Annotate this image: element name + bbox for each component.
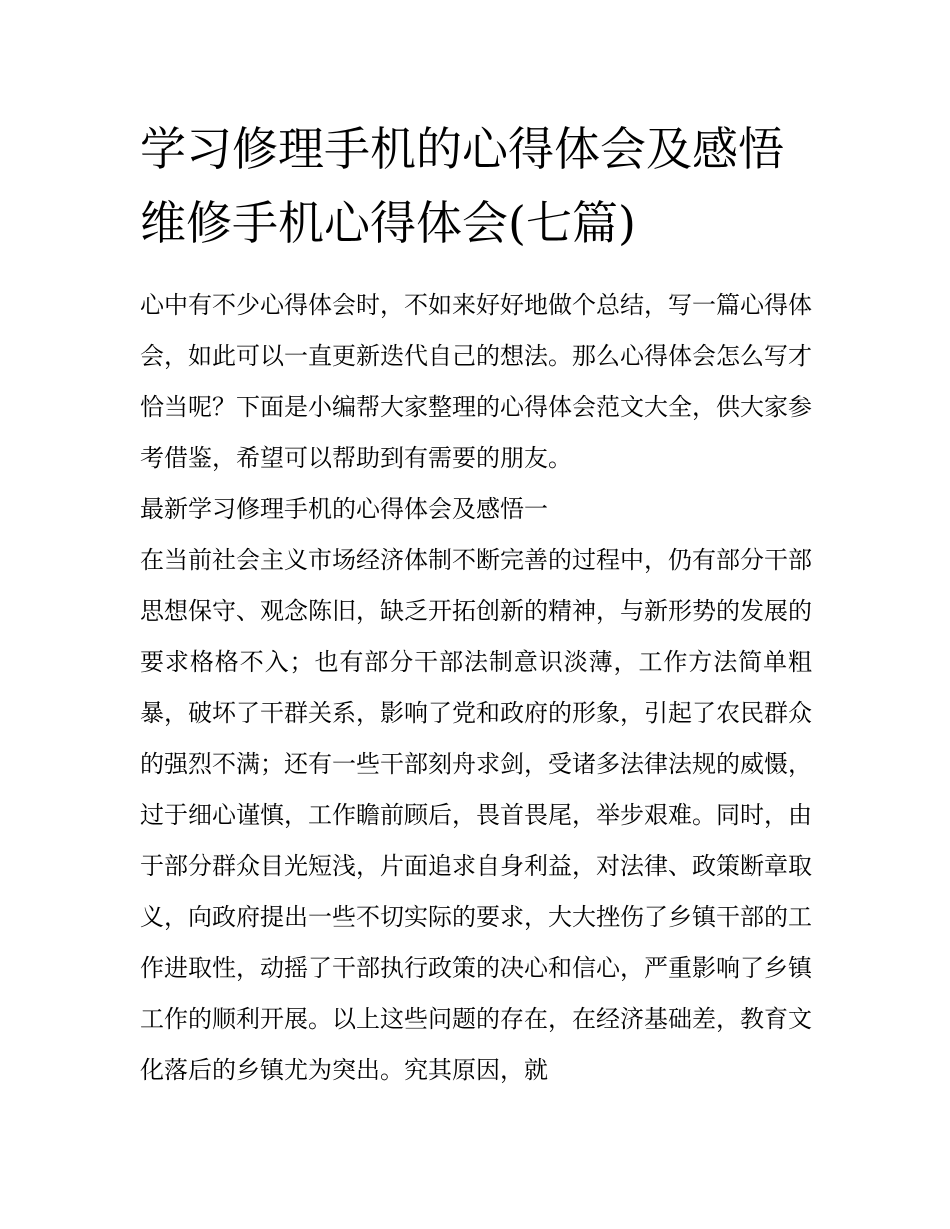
document-body	[140, 280, 812, 1096]
document-page	[140, 112, 812, 1096]
document-title: 学习修理手机的心得体会及感悟 维修手机心得体会(七篇)	[140, 122, 784, 250]
section-paragraph: 在当前社会主义市场经济体制不断完善的过程中，仍有部分干部思想保守、观念陈旧，缺乏开拓创新的精神，与新形势的发展的要求格格不入；也有部分干部法制意识淡薄，工作方法简单粗暴，破坏了干群关系，影响了党和政府的形象，引起了农民群众的强烈不满；还有一些干部刻舟求剑，受诸多法律法规的威慑，过于细心谨慎，工作瞻前顾后，畏首畏尾，举步艰难。同时，由于部分群众目光短浅，片面追求自身利益，对法律、政策断章取义，向政府提出一些不切实际的要求，大大挫伤了乡镇干部的工作进取性，动摇了干部执行政策的决心和信心，严重影响了乡镇工作的顺利开展。以上这些问题的存在，在经济基础差，教育文化落后的乡镇尤为突出。究其原因，就	[140, 546, 812, 1084]
section-heading: 最新学习修理手机的心得体会及感悟一	[140, 495, 548, 523]
intro-paragraph: 心中有不少心得体会时，不如来好好地做个总结，写一篇心得体会，如此可以一直更新迭代自己的想法。那么心得体会怎么写才恰当呢？下面是小编帮大家整理的心得体会范文大全，供大家参考借鉴，希望可以帮助到有需要的朋友。	[140, 291, 812, 472]
